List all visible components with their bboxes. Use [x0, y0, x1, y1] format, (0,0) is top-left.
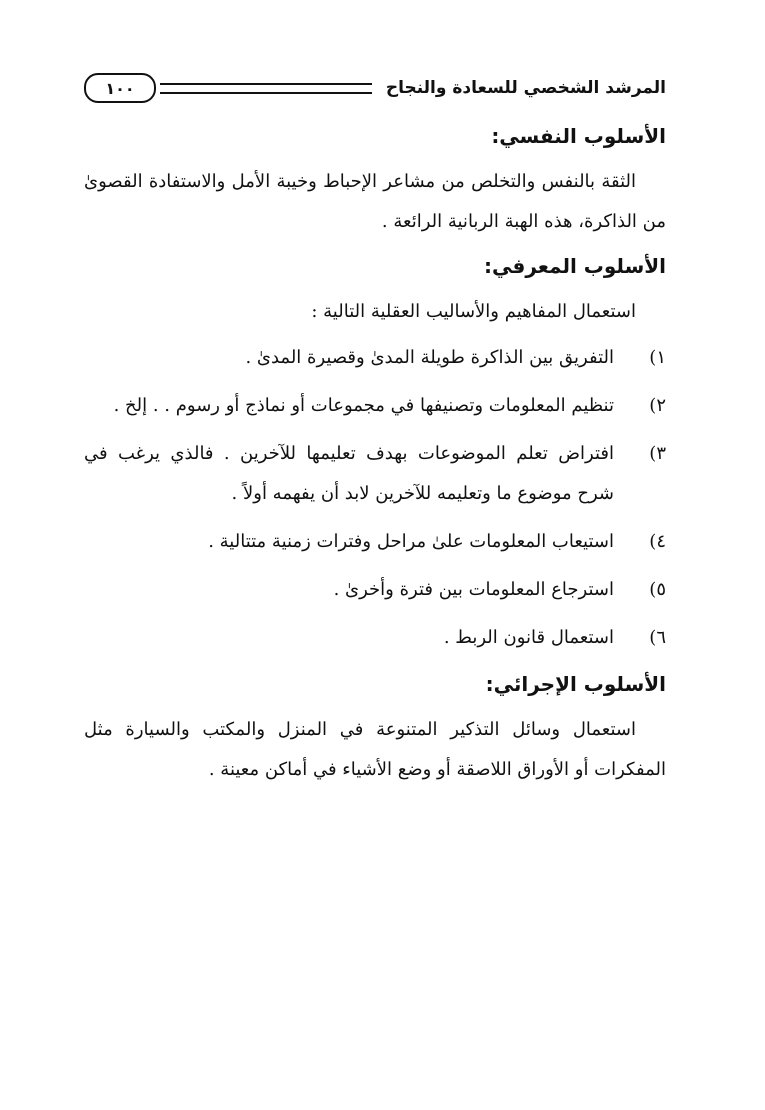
paragraph-cognitive-intro: استعمال المفاهيم والأساليب العقلية التالية :	[311, 301, 636, 322]
list-item-text: استعمال قانون الربط .	[443, 627, 614, 648]
running-header	[84, 70, 666, 106]
list-item	[84, 618, 666, 658]
page-number: ١٠٠	[84, 73, 156, 103]
heading-psychological: الأسلوب النفسي:	[491, 124, 666, 148]
page-content	[84, 118, 666, 796]
header-title: المرشد الشخصي للسعادة والنجاح	[385, 78, 666, 98]
list-item	[84, 434, 666, 514]
list-item-number: ٥)	[649, 579, 666, 600]
heading-cognitive: الأسلوب المعرفي:	[483, 254, 666, 278]
list-item-text: افتراض تعلم الموضوعات بهدف تعليمها للآخرين . فالذي يرغب في شرح موضوع ما وتعليمه للآخرين لابد أن يفهمه أولاً .	[84, 443, 614, 504]
list-item-text: استيعاب المعلومات علىٰ مراحل وفترات زمنية متتالية .	[208, 531, 614, 552]
list-item	[84, 570, 666, 610]
list-item-number: ٤)	[649, 531, 666, 552]
list-item-text: استرجاع المعلومات بين فترة وأخرىٰ .	[333, 579, 614, 600]
list-item-number: ١)	[649, 347, 666, 368]
paragraph-psychological: الثقة بالنفس والتخلص من مشاعر الإحباط وخيبة الأمل والاستفادة القصوىٰ من الذاكرة، هذه الهبة الربانية الرائعة .	[84, 171, 666, 232]
list-item-text: التفريق بين الذاكرة طويلة المدىٰ وقصيرة المدىٰ .	[245, 347, 614, 368]
list-item	[84, 338, 666, 378]
list-item	[84, 386, 666, 426]
list-item-number: ٢)	[649, 395, 666, 416]
heading-procedural: الأسلوب الإجرائي:	[485, 672, 666, 696]
paragraph-procedural: استعمال وسائل التذكير المتنوعة في المنزل والمكتب والسيارة مثل المفكرات أو الأوراق اللاصقة أو وضع الأشياء في أماكن معينة .	[84, 719, 666, 780]
list-item-text: تنظيم المعلومات وتصنيفها في مجموعات أو نماذج أو رسوم . . إلخ .	[113, 395, 614, 416]
list-item	[84, 522, 666, 562]
header-rule	[160, 83, 372, 94]
list-item-number: ٦)	[649, 627, 666, 648]
list-item-number: ٣)	[649, 443, 666, 464]
cognitive-list	[84, 338, 666, 658]
